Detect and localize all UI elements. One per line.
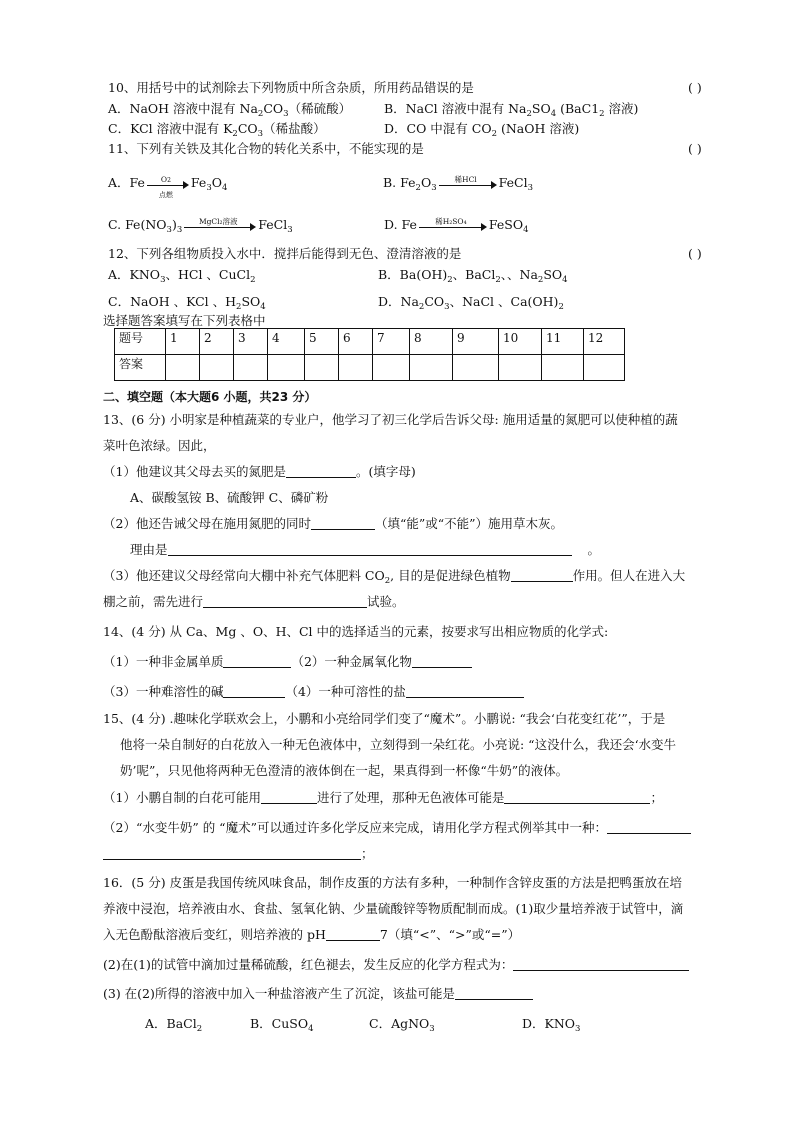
table-cell: 5	[305, 329, 339, 355]
table-cell: 7	[373, 329, 410, 355]
q11-option-d: D. Fe 稀H₂SO₄ FeSO$_4$	[384, 216, 529, 235]
answer-cell[interactable]	[200, 355, 234, 381]
q10-option-c: C．KCl 溶液中混有 $K_2CO_3$（稀盐酸）	[108, 121, 326, 139]
q10-stem: 10、用括号中的试剂除去下列物质中所含杂质，所用药品错误的是	[108, 80, 474, 95]
q11-option-c: C. $Fe(NO_3)_3$ MgCl₂溶液 FeCl$_3$	[108, 216, 293, 235]
table-cell: 4	[268, 329, 305, 355]
q13-line1: 13、(6 分) 小明家是种植蔬菜的专业户，他学习了初三化学后告诉父母: 施用适量的氮肥可以使种植的蔬	[103, 412, 678, 427]
q15-line3: 奶’呢”，只见他将两种无色澄清的液体倒在一起，果真得到一杯像“牛奶”的液体。	[120, 763, 569, 778]
section-heading: 二、填空题（本大题6 小题，共23 分）	[103, 390, 317, 404]
table-cell: 11	[542, 329, 584, 355]
blank-field[interactable]	[504, 791, 650, 804]
q15-line2: 他将一朵自制好的白花放入一种无色液体中，立刻得到一朵红花。小亮说: “这没什么，我还会‘水变牛	[120, 737, 677, 752]
q13-part3: （3）他还建议父母经常向大棚中补充气体肥料 $CO_2$, 目的是促进绿色植物 作用。但人在进入大	[103, 568, 686, 586]
blank-field[interactable]	[607, 821, 691, 834]
q13-line2: 菜叶色浓绿。因此，	[103, 438, 216, 453]
q12-stem: 12、下列各组物质投入水中．搅拌后能得到无色、澄清溶液的是	[108, 246, 462, 261]
q16-part3: (3) 在(2)所得的溶液中加入一种盐溶液产生了沉淀，该盐可能是	[103, 986, 533, 1002]
blank-field[interactable]	[513, 958, 689, 971]
q16-line3: 入无色酚酞溶液后变红，则培养液的 pH 7（填“<”、“>”或“=”）	[103, 927, 521, 942]
answer-cell[interactable]	[305, 355, 339, 381]
answer-cell[interactable]	[453, 355, 499, 381]
q12-option-b: B．$Ba(OH)_2$、BaCl$_2$、、$Na_2SO_4$	[378, 267, 568, 285]
blank-field[interactable]	[412, 655, 472, 668]
q10-option-b: B．NaCl 溶液中混有 $Na_2SO_4$ ($BaC1_2$ 溶液)	[384, 101, 639, 119]
q11-stem: 11、下列有关铁及其化合物的转化关系中，不能实现的是	[108, 141, 424, 156]
blank-field[interactable]	[311, 517, 375, 530]
blank-field[interactable]	[406, 685, 524, 698]
blank-field[interactable]	[103, 847, 361, 860]
q12-option-a: A．$KNO_3$、HCl 、CuCl$_2$	[108, 267, 256, 285]
blank-field[interactable]	[511, 569, 573, 582]
blank-field[interactable]	[203, 595, 367, 608]
q13-part3-cont: 棚之前，需先进行 试验。	[103, 594, 405, 609]
q15-part2-cont: ；	[103, 846, 374, 862]
q16-option-b: B．CuSO$_4$	[250, 1016, 314, 1034]
blank-field[interactable]	[223, 685, 285, 698]
answer-cell[interactable]	[584, 355, 625, 381]
q15-part2: （2）“水变牛奶” 的 “魔术”可以通过许多化学反应来完成，请用化学方程式例举其中一种：	[103, 820, 691, 836]
q11-answer-paren: ( )	[688, 141, 702, 156]
q16-part2: (2)在(1)的试管中滴加过量稀硫酸，红色褪去，发生反应的化学方程式为：	[103, 957, 689, 973]
q16-line2: 养液中浸泡，培养液由水、食盐、氢氧化钠、少量硫酸锌等物质配制而成。(1)取少量培养液于试管中，滴	[103, 901, 684, 916]
answer-cell[interactable]	[499, 355, 542, 381]
table-cell: 9	[453, 329, 499, 355]
q12-option-d: D．$Na_2CO_3$、NaCl 、$Ca(OH)_2$	[378, 294, 564, 312]
q16-line1: 16．(5 分) 皮蛋是我国传统风味食品，制作皮蛋的方法有多种，一种制作含锌皮蛋的方法是把鸭蛋放在培	[103, 875, 683, 890]
q14-stem: 14、(4 分) 从 Ca、Mg 、O、H、Cl 中的选择适当的元素，按要求写出相应物质的化学式:	[103, 624, 609, 639]
answer-table-caption: 选择题答案填写在下列表格中	[103, 313, 266, 328]
table-cell: 10	[499, 329, 542, 355]
table-cell: 12	[584, 329, 625, 355]
table-cell: 3	[234, 329, 268, 355]
q10-option-a: A．NaOH 溶液中混有 $Na_2CO_3$（稀硫酸）	[108, 101, 352, 119]
reaction-arrow: MgCl₂溶液	[184, 219, 256, 233]
answer-cell[interactable]	[373, 355, 410, 381]
q15-line1: 15、(4 分) .趣味化学联欢会上，小鹏和小亮给同学们变了“魔术”。小鹏说: “我会‘白花变红花’”，于是	[103, 711, 666, 726]
blank-field[interactable]	[455, 987, 533, 1000]
blank-field[interactable]	[168, 543, 572, 556]
q15-part1: （1）小鹏自制的白花可能用 进行了处理，那种无色液体可能是 ；	[103, 790, 663, 805]
q13-part2: （2）他还告诫父母在施用氮肥的同时 （填“能”或“不能”）施用草木灰。	[103, 516, 564, 531]
q16-option-d: D．$KNO_3$	[522, 1016, 581, 1034]
q14-row2: （3）一种难溶性的碱 （4）一种可溶性的盐	[103, 684, 524, 700]
q16-option-a: A．BaCl$_2$	[145, 1016, 203, 1034]
q12-answer-paren: ( )	[688, 246, 702, 261]
table-cell: 题号	[115, 329, 166, 355]
q12-option-c: C．NaOH 、KCl 、$H_2SO_4$	[108, 294, 266, 312]
table-cell: 2	[200, 329, 234, 355]
table-cell: 8	[410, 329, 453, 355]
table-cell: 答案	[115, 355, 166, 381]
blank-field[interactable]	[261, 791, 317, 804]
q13-part1: （1）他建议其父母去买的氮肥是 。(填字母)	[103, 464, 416, 479]
answer-cell[interactable]	[268, 355, 305, 381]
blank-field[interactable]	[326, 928, 380, 941]
q13-reason: 理由是 。	[130, 542, 601, 557]
blank-field[interactable]	[286, 465, 356, 478]
q13-options: A、碳酸氢铵 B、硫酸钾 C、磷矿粉	[130, 490, 329, 505]
reaction-arrow: 稀H₂SO₄	[419, 219, 487, 233]
reaction-arrow: 稀HCl	[439, 177, 497, 191]
q11-option-a: A．Fe O2 点燃 $Fe_3O_4$	[108, 174, 228, 199]
reaction-arrow: O2 点燃	[147, 177, 189, 191]
table-cell: 1	[166, 329, 200, 355]
q10-option-d: D．CO 中混有 $CO_2$ (NaOH 溶液)	[384, 121, 580, 139]
table-row	[115, 355, 625, 381]
answer-cell[interactable]	[166, 355, 200, 381]
answer-cell[interactable]	[542, 355, 584, 381]
q16-option-c: C．AgNO$_3$	[369, 1016, 435, 1034]
answer-cell[interactable]	[410, 355, 453, 381]
blank-field[interactable]	[223, 655, 291, 668]
q10-answer-paren: ( )	[688, 80, 702, 95]
q11-option-b: B. $Fe_2O_3$ 稀HCl FeCl$_3$	[383, 174, 533, 193]
answer-table	[114, 328, 625, 381]
table-cell: 6	[339, 329, 373, 355]
answer-cell[interactable]	[234, 355, 268, 381]
answer-cell[interactable]	[339, 355, 373, 381]
q14-row1: （1）一种非金属单质 （2）一种金属氧化物	[103, 654, 472, 670]
table-row	[115, 329, 625, 355]
